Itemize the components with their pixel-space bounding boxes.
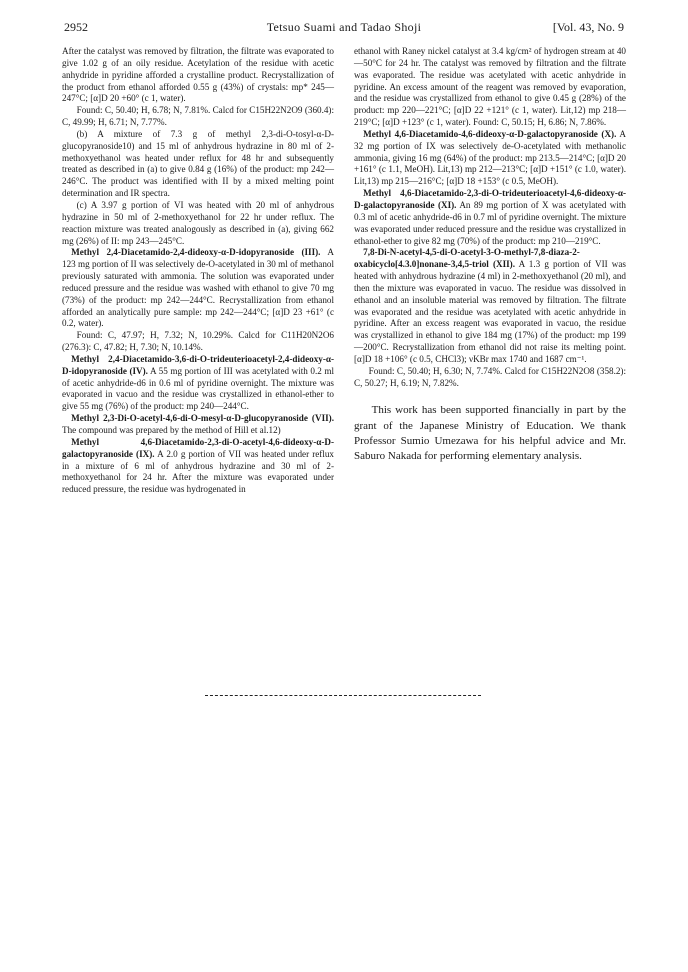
compound-heading: Methyl 2,4-Diacetamido-3,6-di-O-trideuterioacetyl-2,4-dideoxy-α-D-idopyranoside (IV).	[62, 353, 334, 376]
running-title: Tetsuo Suami and Tadao Shoji	[266, 20, 422, 34]
paragraph: (b) A mixture of 7.3 g of methyl 2,3-di-O-tosyl-α-D-glucopyranoside10) and 15 ml of anhydrous hydrazine in 80 ml of 2-methoxyethanol was heated under reflux for 48 hr and subsequently treated as described in (a) to give 0.84 g (16%) of the product: mp 242—246°C. The product was identified with II by a mixed melting point determination and IR spectra.	[62, 128, 334, 199]
paragraph-body: A 123 mg portion of II was selectively de-O-acetylated in 30 ml of methanol previously saturated with ammonia. The solution was evaporated under reduced pressure and the residue was washed with ethanol to give 70 mg (73%) of the product: mp 242—244°C. Recrystallization from ethanol afforded an analytically pure sample: mp 242—244°C; [α]D 23 +61° (c 0.2, water).	[62, 247, 334, 329]
page-header	[64, 20, 624, 36]
left-column	[62, 46, 334, 496]
paragraph: After the catalyst was removed by filtration, the filtrate was evaporated to give 1.02 g of an oily residue. Acetylation of the residue with acetic anhydride in pyridine afforded a crystalline product. Recrystallization of the product from ethanol afforded 0.55 g (43%) of crystals: mp* 245—247°C; [α]D 20 +60° (c 1, water).	[62, 46, 334, 104]
compound-section	[354, 247, 626, 365]
compound-section	[354, 129, 626, 188]
compound-section	[62, 247, 334, 330]
compound-section	[62, 413, 334, 437]
compound-section	[354, 188, 626, 247]
elemental-analysis: Found: C, 50.40; H, 6.78; N, 7.81%. Calcd for C15H22N2O9 (360.4): C, 49.99; H, 6.71; N, 7.77%.	[62, 105, 334, 128]
compound-section	[62, 437, 334, 496]
compound-section	[62, 354, 334, 413]
paragraph-body: A 1.3 g portion of VII was heated with anhydrous hydrazine (4 ml) in 2-methoxyethanol (20 ml), and then the mixture was evaporated in vacuo. The residue was dissolved in ethanol and an insoluble material was removed by filtration. The filtrate was evaporated and the residue was acetylated with acetic anhydride in pyridine. After an excess reagent was evaporated in vacuo, the residue was crystallized in ethanol to give 184 mg (17%) of the product: mp 199—200°C. Recrystallization from ethanol did not raise its melting point. [α]D 18 +106° (c 0.5, CHCl3); νKBr max 1740 and 1687 cm⁻¹.	[354, 259, 626, 364]
elemental-analysis: Found: C, 50.40; H, 6.30; N, 7.74%. Calcd for C15H22N2O8 (358.2): C, 50.27; H, 6.19; N, 7.82%.	[354, 365, 626, 388]
elemental-analysis: Found: C, 47.97; H, 7.32; N, 10.29%. Calcd for C11H20N2O6 (276.3): C, 47.82; H, 7.30; N, 10.14%.	[62, 330, 334, 353]
right-column	[354, 46, 626, 464]
paragraph-body: A 32 mg portion of IX was selectively de-O-acetylated with methanolic ammonia, giving 16 mg (64%) of the product: mp 213.5—214°C; [α]D 20 +161° (c 1.1, MeOH). Lit,13) mp 212—213°C; [α]D +151° (c 1.0, water). Lit,13) mp 215—216°C; [α]D 18 +153° (c 0.5, MeOH).	[354, 128, 627, 187]
paragraph: ethanol with Raney nickel catalyst at 3.4 kg/cm² of hydrogen stream at 40—50°C for 24 hr. The catalyst was removed by filtration and the filtrate was evaporated. The residue was acetylated with acetic anhydride in pyridine. An excess amount of the reagent was removed by evaporation, and the residue was crystallized from ethanol to give 0.45 g (28%) of the product: mp 220—221°C; [α]D 22 +121° (c 1, water). Lit,12) mp 218—219°C; [α]D +123° (c 1, water). Found: C, 50.15; H, 6.86; N, 7.86%.	[354, 46, 626, 128]
compound-heading: Methyl 2,3-Di-O-acetyl-4,6-di-O-mesyl-α-D-glucopyranoside (VII).	[71, 413, 334, 424]
end-rule	[205, 695, 481, 696]
page-number: 2952	[64, 20, 88, 34]
paragraph-body: The compound was prepared by the method of Hill et al.12)	[62, 425, 281, 435]
compound-heading: Methyl 4,6-Diacetamido-4,6-dideoxy-α-D-galactopyranoside (X).	[363, 128, 617, 139]
compound-heading: Methyl 2,4-Diacetamido-2,4-dideoxy-α-D-idopyranoside (III).	[71, 247, 321, 258]
volume-issue: [Vol. 43, No. 9	[552, 20, 624, 34]
paragraph-body: An 89 mg portion of X was acetylated with 0.3 ml of acetic anhydride-d6 in 0.7 ml of pyridine overnight. The mixture was evaporated under reduced pressure and the residue was crystallized in ethanol-ether to give 82 mg (70%) of the product: mp 210—219°C.	[354, 199, 626, 246]
paragraph: (c) A 3.97 g portion of VI was heated with 20 ml of anhydrous hydrazine in 50 ml of 2-methoxyethanol for 22 hr under reflux. The reaction mixture was treated analogously as described in (a), giving 662 mg (26%) of II: mp 243—245°C.	[62, 199, 334, 246]
acknowledgment: This work has been supported financially in part by the grant of the Japanese Ministry of Education. We thank Professor Sumio Umezawa for his helpful advice and Mr. Saburo Nakada for performing elementary analysis.	[354, 404, 626, 463]
paragraph-body: A 55 mg portion of III was acetylated with 0.2 ml of acetic anhydride-d6 in 0.6 ml of pyridine overnight. The mixture was evaporated in vacuo and the residue was crystallized in ethanol-ether to give 55 mg (76%) of the product: mp 240—244°C.	[62, 365, 334, 412]
compound-heading: Methyl 4,6-Diacetamido-2,3-di-O-acetyl-4,6-dideoxy-α-D-galactopyranoside (IX).	[62, 436, 334, 459]
paragraph-body: A 2.0 g portion of VII was heated under reflux in a mixture of 6 ml of anhydrous hydrazine and 30 ml of 2-methoxyethanol for 24 hr. After the mixture was evaporated under reduced pressure, the residue was hydrogenated in	[62, 448, 334, 495]
compound-heading: 7,8-Di-N-acetyl-4,5-di-O-acetyl-3-O-methyl-7,8-diaza-2-oxabicyclo[4.3.0]nonane-3,4,5-triol (XII).	[354, 247, 580, 270]
compound-heading: Methyl 4,6-Diacetamido-2,3-di-O-trideuterioacetyl-4,6-dideoxy-α-D-galactopyranoside (XI).	[354, 188, 626, 210]
